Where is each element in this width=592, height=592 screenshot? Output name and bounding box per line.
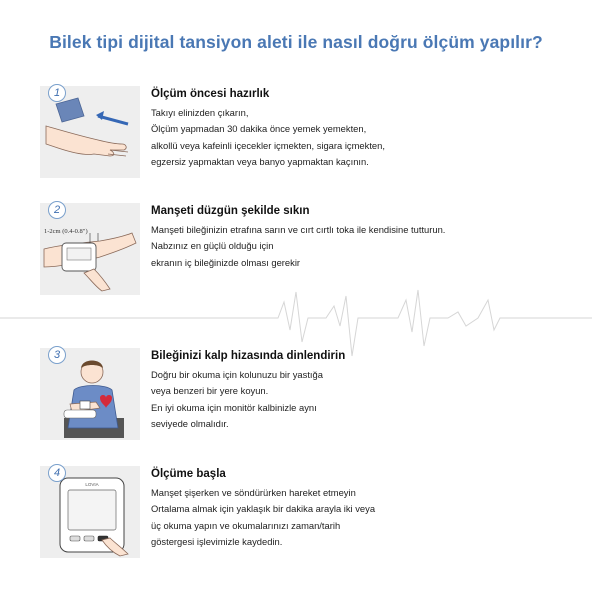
step-3-illustration xyxy=(40,348,140,440)
step-1-heading: Ölçüm öncesi hazırlık xyxy=(151,88,270,100)
step-number-badge: 3 xyxy=(48,346,66,364)
step-1-text-line: egzersiz yapmaktan veya banyo yapmaktan kaçının. xyxy=(151,155,369,167)
step-number-badge: 4 xyxy=(48,464,66,482)
step-1-illustration xyxy=(40,86,140,178)
step-4-text-line: üç okuma yapın ve okumalarınızı zaman/tarih xyxy=(151,519,341,531)
step-3-text-line: seviyede olmalıdır. xyxy=(151,417,229,429)
step-3-text-line: veya benzeri bir yere koyun. xyxy=(151,385,269,397)
step-number-badge: 2 xyxy=(48,201,66,219)
page-title: Bilek tipi dijital tansiyon aleti ile nasıl doğru ölçüm yapılır? xyxy=(49,32,543,52)
step-number-badge: 1 xyxy=(48,84,66,102)
step-4-illustration xyxy=(40,466,140,558)
step-1-text-line: alkollü veya kafeinli içecekler içmekten, sigara içmekten, xyxy=(151,139,385,151)
cuff-distance-label: 1-2cm (0.4-0.8") xyxy=(44,228,88,235)
step-3-heading: Bileğinizi kalp hizasında dinlendirin xyxy=(151,350,346,362)
step-1-text-line: Takıyı elinizden çıkarın, xyxy=(151,107,249,118)
step-3-text-line: Doğru bir okuma için kolunuzu bir yastığa xyxy=(151,369,323,380)
step-2-text-line: ekranın iç bileğinizde olması gerekir xyxy=(151,256,301,268)
device-brand-label: LOVIA xyxy=(85,482,99,487)
step-4-text-line: Manşet şişerken ve söndürürken hareket etmeyin xyxy=(151,487,356,498)
step-2-text-line: Nabzınız en güçlü olduğu için xyxy=(151,240,274,252)
step-1-text-line: Ölçüm yapmadan 30 dakika önce yemek yemekten, xyxy=(151,123,367,135)
step-4-text-line: göstergesi işlevimizle kaydedin. xyxy=(151,535,283,547)
step-2-illustration xyxy=(40,203,140,295)
step-3-text-line: En iyi okuma için monitör kalbinizle aynı xyxy=(151,401,317,413)
step-2-heading: Manşeti düzgün şekilde sıkın xyxy=(151,205,310,217)
step-2-text-line: Manşeti bileğinizin etrafına sarın ve cırt cırtlı toka ile kendisine tutturun. xyxy=(151,224,446,235)
step-4-text-line: Ortalama almak için yaklaşık bir dakika arayla iki veya xyxy=(151,503,376,515)
step-4-heading: Ölçüme başla xyxy=(151,468,226,480)
